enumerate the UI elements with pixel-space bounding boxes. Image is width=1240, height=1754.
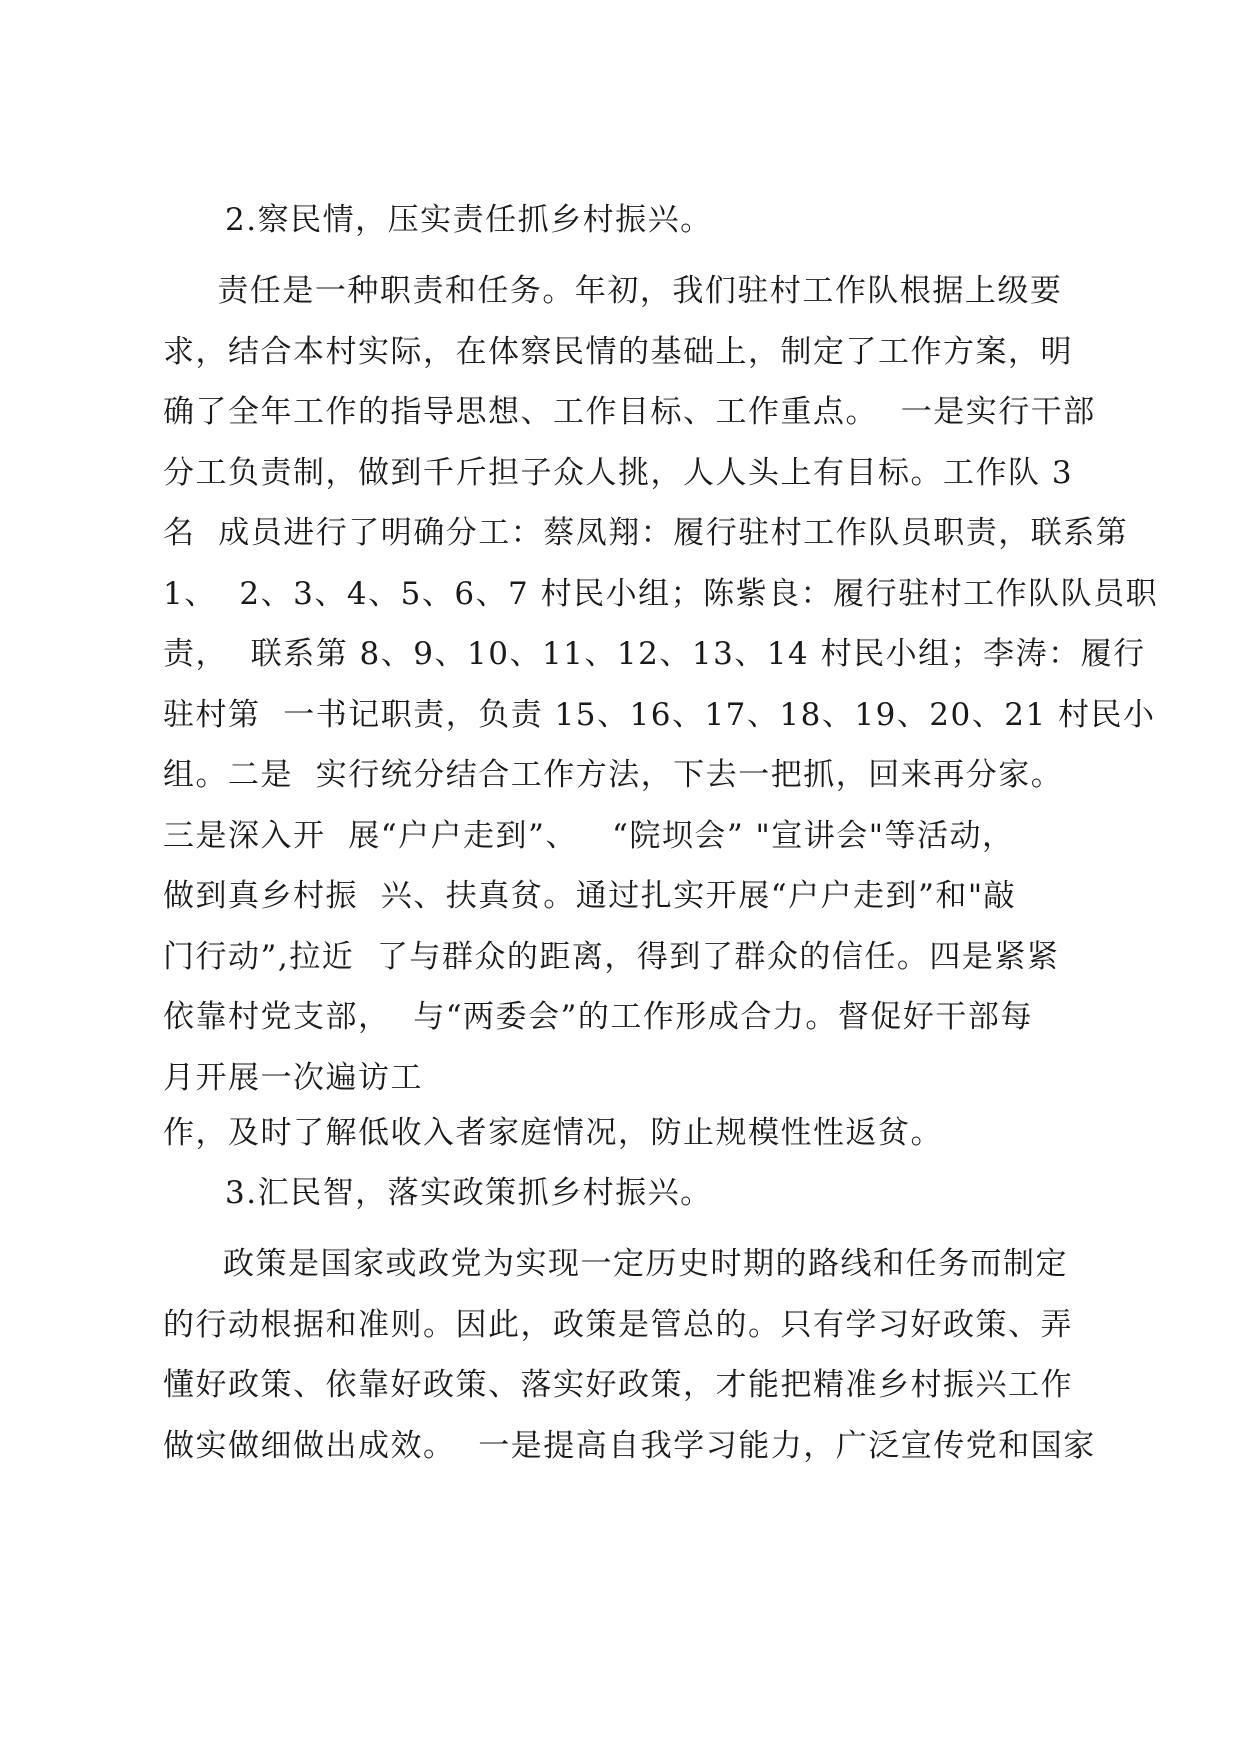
paragraph-line: 分工负责制，做到千斤担子众人挑，人人头上有目标。工作队 3 xyxy=(163,454,1074,491)
paragraph-line: 月开展一次遍访工 xyxy=(163,1059,423,1096)
section-heading: 2.察民情，压实责任抓乡村振兴。 xyxy=(225,202,713,238)
paragraph-line: 责， 联系第 8、9、10、11、12、13、14 村民小组；李涛：履行 xyxy=(163,636,1146,672)
section-heading: 3.汇民智，落实政策抓乡村振兴。 xyxy=(225,1175,713,1211)
paragraph-line: 懂好政策、依靠好政策、落实好政策，才能把精准乡村振兴工作 xyxy=(163,1367,1073,1403)
paragraph-line: 责任是一种职责和任务。年初，我们驻村工作队根据上级要 xyxy=(206,273,1063,309)
paragraph-line: 名 成员进行了明确分工：蔡凤翔：履行驻村工作队员职责，联系第 xyxy=(163,515,1129,551)
paragraph-line: 1、 2、3、4、5、6、7 村民小组；陈紫良：履行驻村工作队队员职 xyxy=(163,575,1159,612)
paragraph-line: 政策是国家或政党为实现一定历史时期的路线和任务而制定 xyxy=(223,1246,1068,1282)
paragraph-line: 门行动”,拉近 了与群众的距离，得到了群众的信任。四是紧紧 xyxy=(163,938,1060,975)
paragraph-line: 确了全年工作的指导思想、工作目标、工作重点。 一是实行干部 xyxy=(163,394,1096,430)
paragraph-line: 的行动根据和准则。因此，政策是管总的。只有学习好政策、弄 xyxy=(163,1306,1073,1343)
paragraph-line: 做到真乡村振 兴、扶真贫。通过扎实开展“户户走到”和"敲 xyxy=(163,878,1017,914)
document-body xyxy=(163,190,1159,1476)
paragraph-line: 三是深入开 展“户户走到”、 “院坝会” "宣讲会"等活动， xyxy=(163,817,1015,854)
paragraph-line: 依靠村党支部， 与“两委会”的工作形成合力。督促好干部每 xyxy=(163,999,1033,1035)
paragraph-line: 驻村第 一书记职责，负责 15、16、17、18、19、20、21 村民小 xyxy=(163,696,1156,733)
paragraph-line: 求，结合本村实际，在体察民情的基础上，制定了工作方案，明 xyxy=(163,333,1073,370)
paragraph-line: 组。二是 实行统分结合工作方法，下去一把抓，回来再分家。 xyxy=(163,757,1064,793)
paragraph-line: 作，及时了解低收入者家庭情况，防止规模性性返贫。 xyxy=(163,1114,943,1151)
paragraph-line: 做实做细做出成效。 一是提高自我学习能力，广泛宣传党和国家 xyxy=(163,1427,1096,1464)
